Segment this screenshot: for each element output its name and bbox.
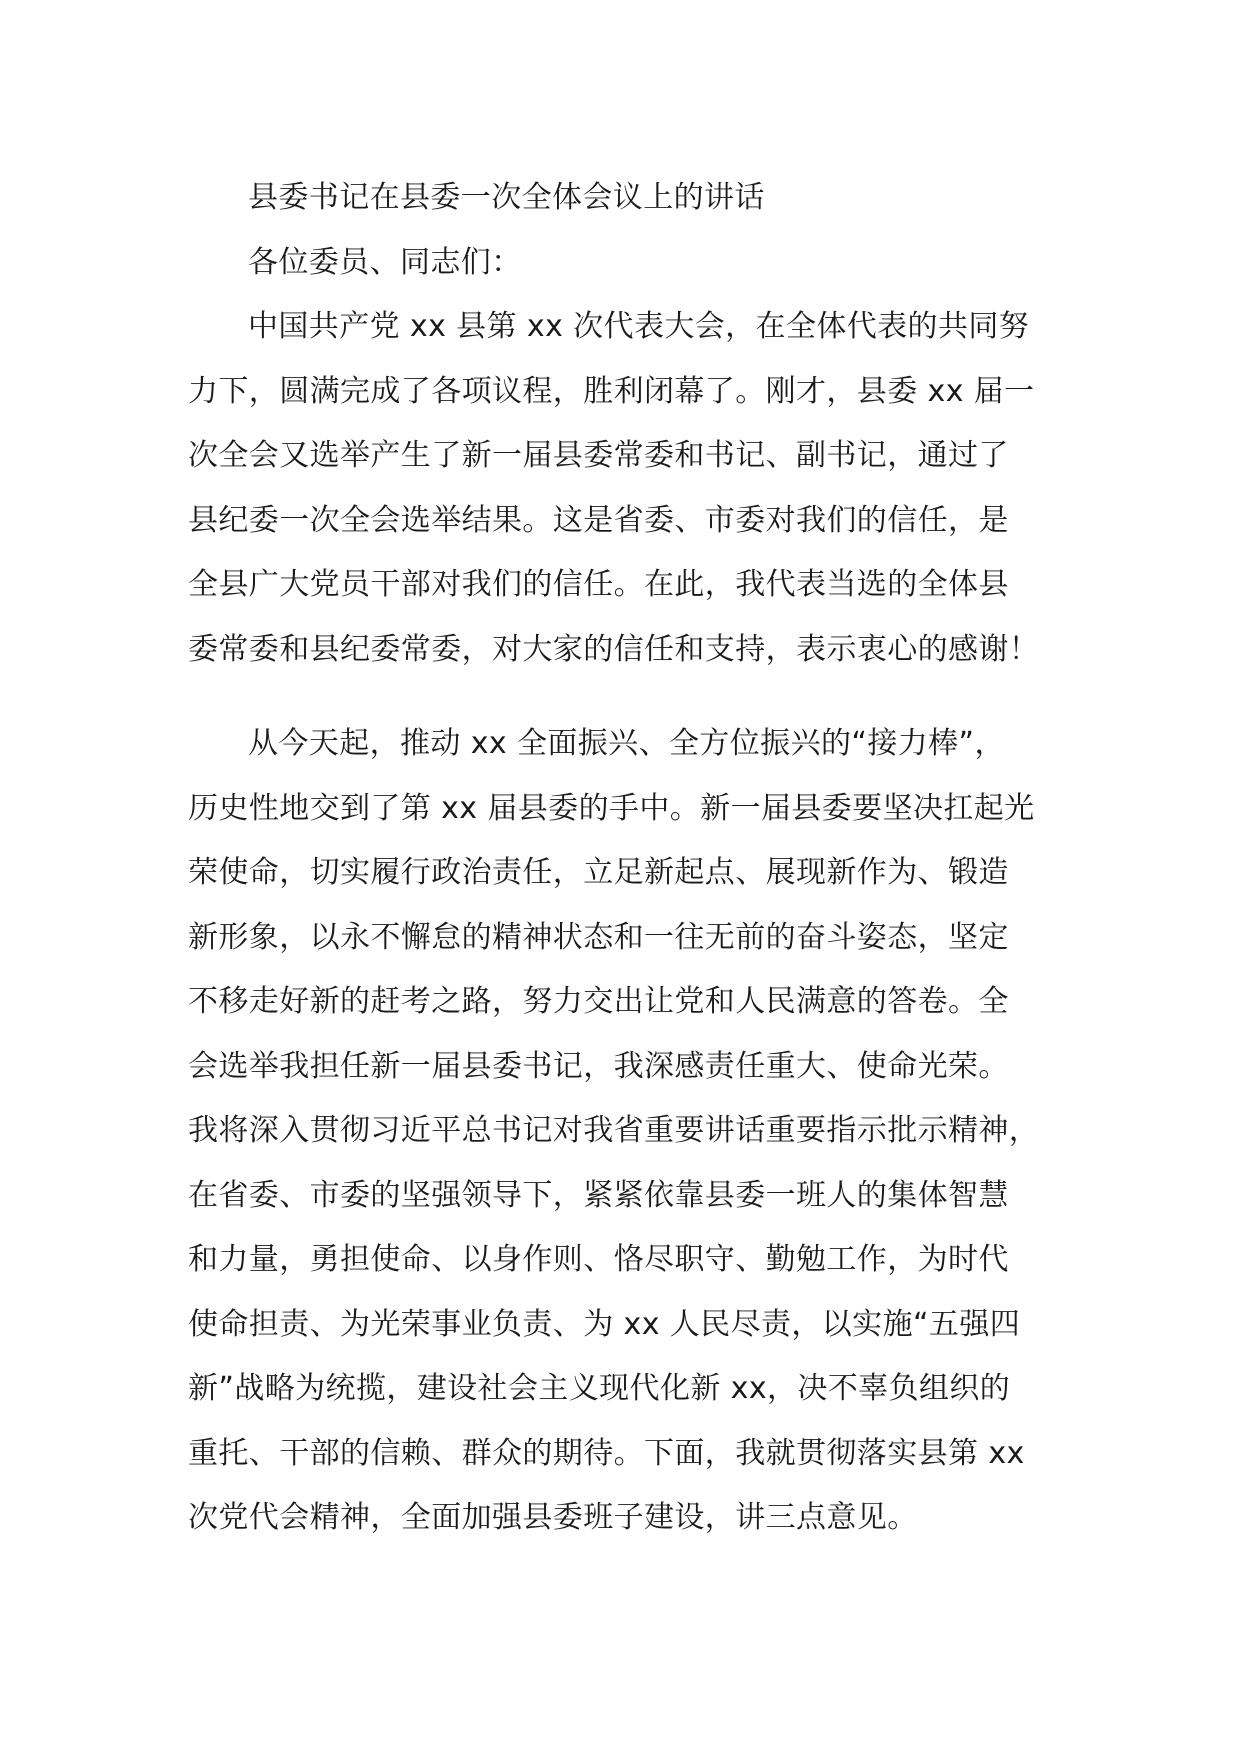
paragraph-line: 我将深入贯彻习近平总书记对我省重要讲话重要指示批示精神， [188, 1113, 1040, 1148]
paragraph-1 [188, 295, 1088, 682]
paragraph-line: 历史性地交到了第 xx 届县委的手中。新一届县委要坚决扛起光 [188, 790, 1035, 826]
document-body [188, 166, 1088, 1551]
paragraph-line: 重托、干部的信赖、群众的期待。下面，我就贯彻落实县第 xx [188, 1435, 1025, 1471]
paragraph-line: 和力量，勇担使命、以身作则、恪尽职守、勤勉工作，为时代 [188, 1242, 1009, 1277]
paragraph-line: 荣使命，切实履行政治责任，立足新起点、展现新作为、锻造 [188, 855, 1009, 890]
paragraph-line: 力下，圆满完成了各项议程，胜利闭幕了。刚才，县委 xx 届一 [188, 373, 1035, 409]
salutation: 各位委员、同志们： [248, 244, 522, 280]
paragraph-2 [188, 712, 1088, 1551]
paragraph-line: 全县广大党员干部对我们的信任。在此，我代表当选的全体县 [188, 567, 1009, 602]
paragraph-line: 不移走好新的赶考之路，努力交出让党和人民满意的答卷。全 [188, 984, 1009, 1019]
paragraph-line: 委常委和县纪委常委，对大家的信任和支持，表示衷心的感谢！ [188, 631, 1040, 667]
paragraph-line: 次党代会精神，全面加强县委班子建设，讲三点意见。 [188, 1500, 918, 1535]
paragraph-line: 次全会又选举产生了新一届县委常委和书记、副书记，通过了 [188, 438, 1009, 473]
paragraph-line: 在省委、市委的坚强领导下，紧紧依靠县委一班人的集体智慧 [188, 1177, 1009, 1213]
paragraph-line: 新形象，以永不懈怠的精神状态和一往无前的奋斗姿态，坚定 [188, 919, 1009, 955]
paragraph-line: 使命担责、为光荣事业负责、为 xx 人民尽责，以实施“五强四 [188, 1306, 1021, 1342]
paragraph-line: 县纪委一次全会选举结果。这是省委、市委对我们的信任，是 [188, 502, 1009, 538]
paragraph-line: 会选举我担任新一届县委书记，我深感责任重大、使命光荣。 [188, 1048, 1009, 1084]
paragraph-line: 新”战略为统揽，建设社会主义现代化新 xx，决不辜负组织的 [188, 1371, 1011, 1406]
speech-title: 县委书记在县委一次全体会议上的讲话 [248, 180, 765, 215]
paragraph-line: 中国共产党 xx 县第 xx 次代表大会，在全体代表的共同努 [248, 309, 1030, 344]
paragraph-line: 从今天起，推动 xx 全面振兴、全方位振兴的“接力棒”， [248, 726, 1005, 761]
